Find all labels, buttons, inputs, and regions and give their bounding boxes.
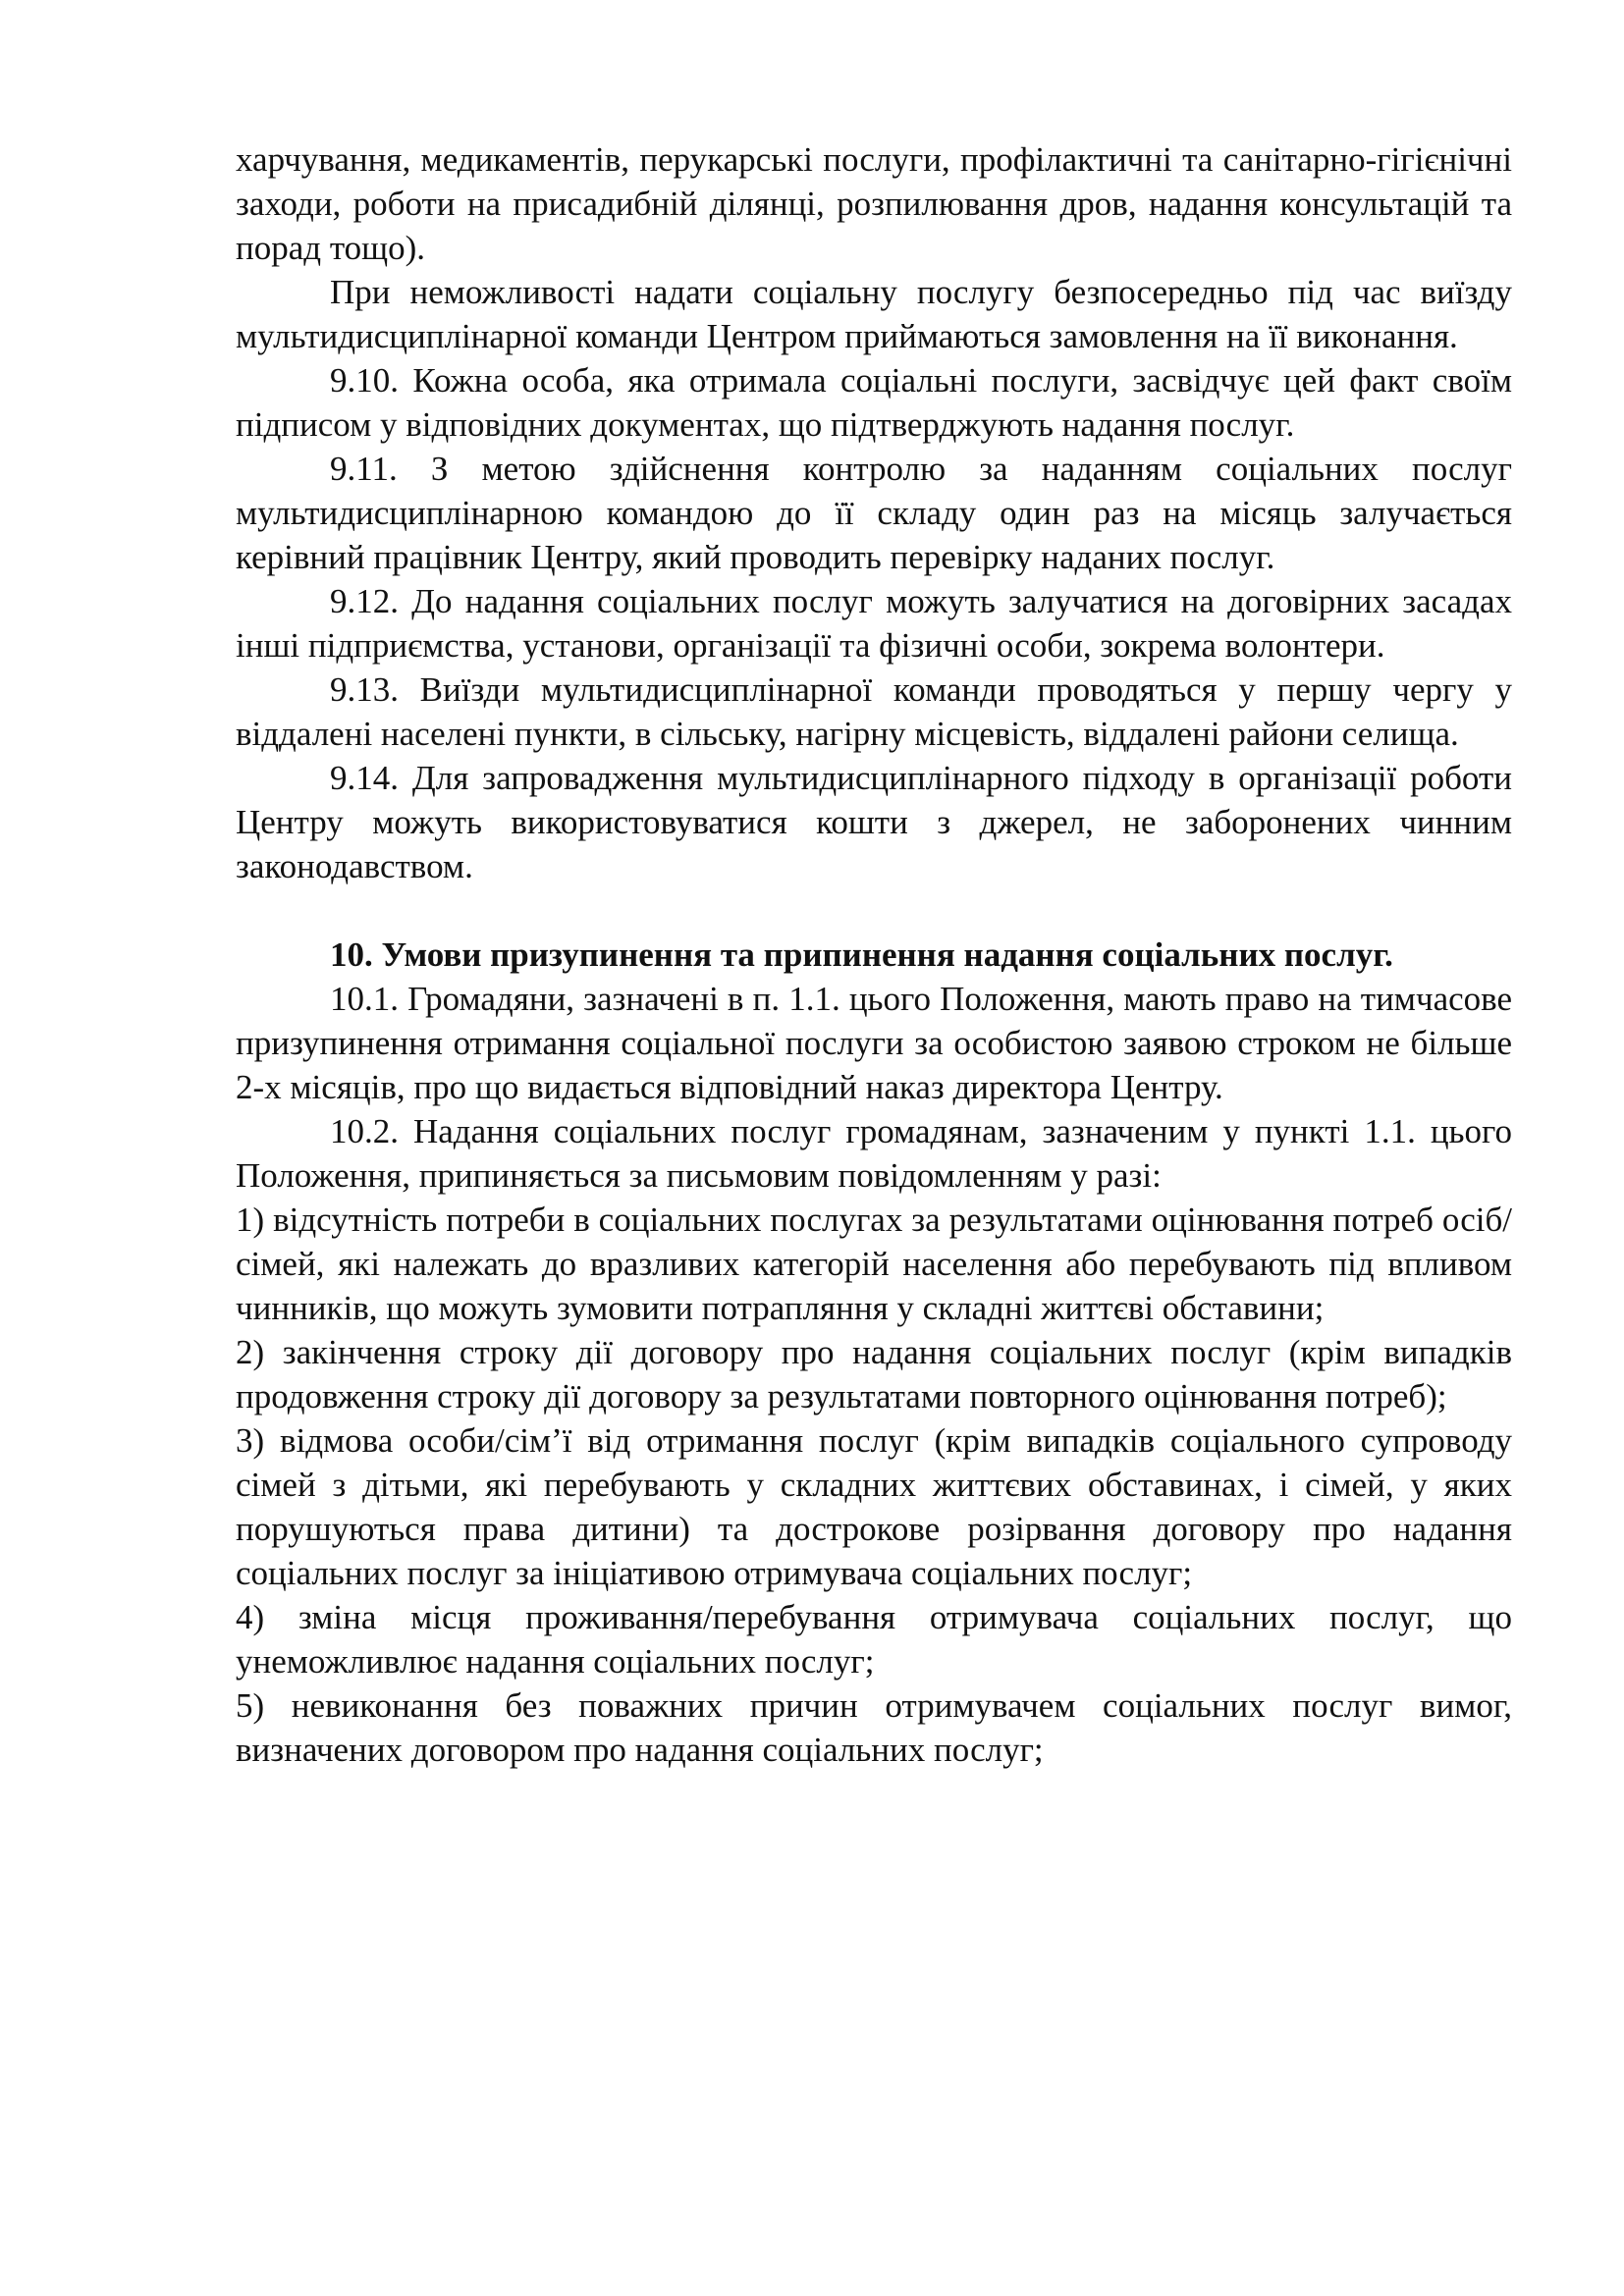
document-page <box>236 137 1512 1772</box>
paragraph-9-14: 9.14. Для запровадження мультидисциплінарного підходу в організації роботи Центру можуть використовуватися кошти з джерел, не заборонених чинним законодавством. <box>236 759 1512 885</box>
paragraph-10-1: 10.1. Громадяни, зазначені в п. 1.1. цього Положення, мають право на тимчасове призупинення отримання соціальної послуги за особистою заявою строком не більше 2-х місяців, про що видається відповідний наказ директора Центру. <box>236 980 1512 1106</box>
list-item-2: 2) закінчення строку дії договору про надання соціальних послуг (крім випадків продовження строку дії договору за результатами повторного оцінювання потреб); <box>236 1333 1512 1415</box>
list-item-5: 5) невиконання без поважних причин отримувачем соціальних послуг вимог, визначених договором про надання соціальних послуг; <box>236 1686 1512 1769</box>
paragraph-9-13: 9.13. Виїзди мультидисциплінарної команди проводяться у першу чергу у віддалені населені пункти, в сільську, нагірну місцевість, віддалені райони селища. <box>236 670 1512 753</box>
paragraph-9-11: 9.11. З метою здійснення контролю за наданням соціальних послуг мультидисциплінарною командою до її складу один раз на місяць залучається керівний працівник Центру, який проводить перевірку наданих послуг. <box>236 450 1512 576</box>
list-item-3: 3) відмова особи/сім’ї від отримання послуг (крім випадків соціального супроводу сімей з дітьми, які перебувають у складних життєвих обставинах, і сімей, у яких порушуються права дитини) та дострокове розірвання договору про надання соціальних послуг за ініціативою отримувача соціальних послуг; <box>236 1421 1512 1592</box>
section-heading-10: 10. Умови призупинення та припинення надання соціальних послуг. <box>330 935 1393 974</box>
list-item-1: 1) відсутність потреби в соціальних послугах за результатами оцінювання потреб осіб/сімей, які належать до вразливих категорій населення або перебувають під впливом чинників, що можуть зумовити потрапляння у складні життєві обставини; <box>236 1201 1512 1327</box>
paragraph-10-2: 10.2. Надання соціальних послуг громадянам, зазначеним у пункті 1.1. цього Положення, припиняється за письмовим повідомленням у разі: <box>236 1112 1512 1195</box>
list-item-4: 4) зміна місця проживання/перебування отримувача соціальних послуг, що унеможливлює надання соціальних послуг; <box>236 1598 1512 1681</box>
paragraph-orders: При неможливості надати соціальну послугу безпосередньо під час виїзду мультидисциплінарної команди Центром приймаються замовлення на її виконання. <box>236 273 1512 355</box>
paragraph-services-list-end: харчування, медикаментів, перукарські послуги, профілактичні та санітарно-гігієнічні заходи, роботи на присадибній ділянці, розпилювання дров, надання консультацій та порад тощо). <box>236 140 1512 267</box>
paragraph-9-10: 9.10. Кожна особа, яка отримала соціальні послуги, засвідчує цей факт своїм підписом у відповідних документах, що підтверджують надання послуг. <box>236 361 1512 444</box>
paragraph-9-12: 9.12. До надання соціальних послуг можуть залучатися на договірних засадах інші підприємства, установи, організації та фізичні особи, зокрема волонтери. <box>236 582 1512 665</box>
